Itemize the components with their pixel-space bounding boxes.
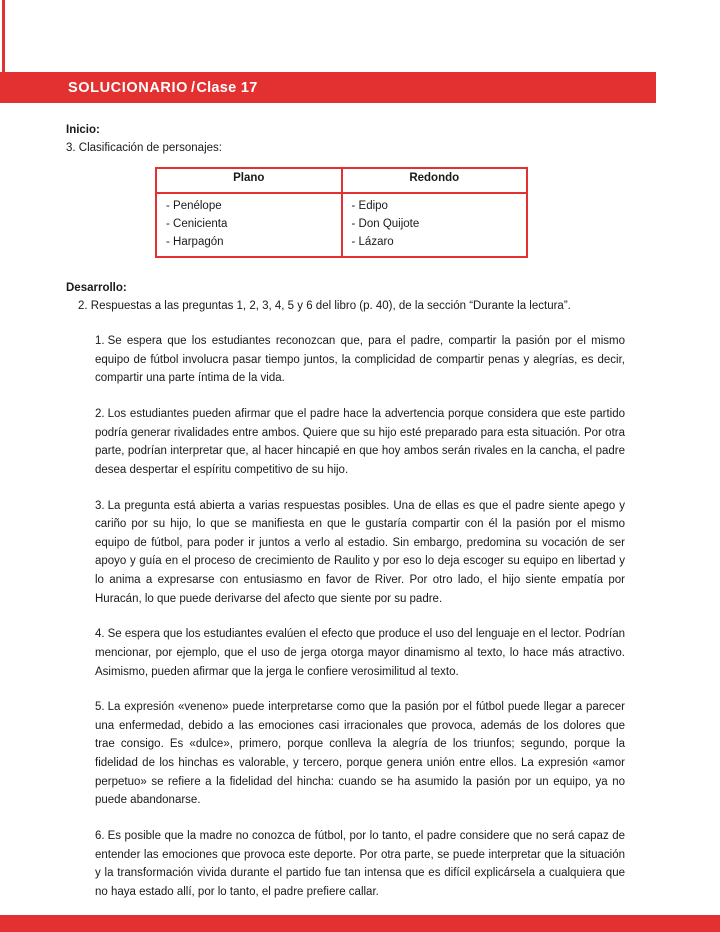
answer-item — [95, 497, 625, 609]
answer-text: Se espera que los estudiantes evalúen el efecto que produce el uso del lenguaje en el lector. Podrían mencionar, por ejemplo, que el uso de jerga otorga mayor dinamismo al texto, lo hace más atractivo. Asimismo, pueden afirmar que la jerga le confiere verosimilitud al texto. — [95, 628, 625, 678]
list-item: - Edipo — [351, 199, 388, 212]
answer-number: 2. — [95, 408, 105, 421]
list-item: - Cenicienta — [166, 217, 228, 230]
table-header-redondo: Redondo — [342, 168, 528, 193]
page-footer-bar — [0, 915, 720, 932]
table-row — [156, 193, 527, 257]
answer-number: 1. — [95, 335, 105, 348]
redondo-character-list — [352, 198, 527, 251]
page-title-main: SOLUCIONARIO — [68, 79, 188, 96]
list-item: - Lázaro — [351, 235, 394, 248]
answer-item — [95, 827, 625, 902]
page-title-sub: Clase 17 — [196, 79, 258, 96]
answer-number: 5. — [95, 701, 105, 714]
table-header-plano: Plano — [156, 168, 342, 193]
character-classification-table-wrapper — [155, 167, 528, 258]
answer-number: 4. — [95, 628, 105, 641]
answer-item — [95, 332, 625, 388]
desarrollo-intro-item-2: 2. Respuestas a las preguntas 1, 2, 3, 4, 5 y 6 del libro (p. 40), de la sección “Durante la lectura”. — [78, 299, 571, 312]
answer-text: Los estudiantes pueden afirmar que el padre hace la advertencia porque considera que este partido podría generar rivalidades entre ambos. Quiere que su hijo esté preparado para esta situación. Por otra parte, podrían interpretar que, al hacer hincapié en que hoy ambos serán rivales en la cancha, el padre desea despertar el espíritu competitivo de su hijo. — [95, 408, 625, 476]
answer-text: Se espera que los estudiantes reconozcan que, para el padre, compartir la pasión por el mismo equipo de fútbol involucra pasar tiempo juntos, la complicidad de compartir penas y alegrías, es decir, compartir una parte íntima de la vida. — [95, 335, 625, 385]
answer-text: La expresión «veneno» puede interpretarse como que la pasión por el fútbol puede llegar a parecer una enfermedad, debido a las emociones casi irracionales que provoca, además de los dolores que trae consigo. Es «dulce», primero, porque conlleva la alegría de los triunfos; segundo, porque la fidelidad de los hinchas es valorable, y tercero, porque genera unión entre ellos. La expresión «amor perpetuo» se refiere a la fidelidad del hincha: cuando se ha asumido la pasión por un equipo, ya no puede abandonarse. — [95, 701, 625, 807]
table-cell-plano — [156, 193, 342, 257]
answer-text: La pregunta está abierta a varias respuestas posibles. Una de ellas es que el padre siente apego y cariño por su hijo, lo que se manifiesta en que le gustaría compartir con él la pasión por el mismo equipo de fútbol, para poder ir juntos a verlo al estadio. Sin embargo, predomina su vocación de ser apoyo y guía en el proceso de crecimiento de Raulito y por eso lo deja escoger su equipo en libertad y lo anima a expresarse con entusiasmo en favor de River. Por otro lado, el hijo siente empatía por Huracán, lo que puede derivarse del afecto que siente por su padre. — [95, 499, 625, 605]
answer-number: 6. — [95, 829, 105, 842]
answers-list — [0, 332, 720, 901]
list-item: - Penélope — [166, 199, 222, 212]
inicio-item-3: 3. Clasificación de personajes: — [66, 141, 222, 154]
table-cell-redondo — [342, 193, 528, 257]
answer-item — [95, 625, 625, 681]
page-header-bar — [0, 72, 656, 103]
answer-text: Es posible que la madre no conozca de fútbol, por lo tanto, el padre considere que no será capaz de entender las emociones que provoca este deporte. Por otra parte, se puede interpretar que la situación y la transformación vivida durante el partido fue tan intensa que es difícil explicársela a cualquiera que no haya estado allí, por lo tanto, el padre prefiere callar. — [95, 829, 625, 898]
table-header-row — [156, 168, 527, 193]
answer-item — [95, 698, 625, 810]
plano-character-list — [166, 198, 341, 251]
section-label-inicio: Inicio: — [66, 124, 100, 136]
character-classification-table — [155, 167, 528, 258]
list-item: - Harpagón — [166, 235, 224, 248]
page-title — [68, 80, 258, 96]
answer-item — [95, 405, 625, 480]
page-title-separator: / — [190, 79, 196, 96]
section-label-desarrollo: Desarrollo: — [66, 281, 127, 294]
top-left-accent-rule — [2, 0, 5, 73]
document-content — [0, 103, 720, 901]
answer-number: 3. — [95, 499, 105, 512]
list-item: - Don Quijote — [351, 217, 420, 230]
